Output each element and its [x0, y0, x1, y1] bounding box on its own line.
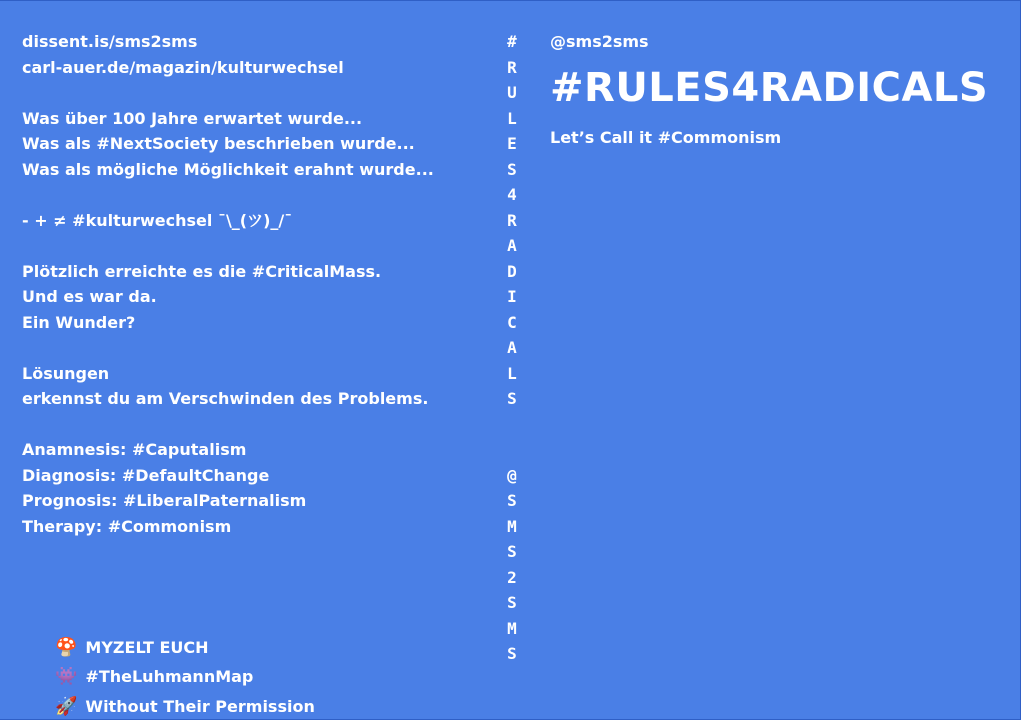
- spine-bottom-letter: S: [507, 542, 517, 561]
- diagnosis-line-anamnesis: Anamnesis: #Caputalism: [22, 440, 247, 459]
- diagnosis-line-prognosis: Prognosis: #LiberalPaternalism: [22, 491, 307, 510]
- spine-top-letter: R: [507, 210, 517, 230]
- spine-top-letter: S: [507, 159, 517, 179]
- solutions-line-1: Lösungen: [22, 363, 110, 383]
- spine-bottom-letter: M: [507, 516, 517, 536]
- critical-line-3: Ein Wunder?: [22, 312, 136, 332]
- diagnosis-line-therapy: Therapy: #Commonism: [22, 516, 232, 536]
- critical-line-1: Plötzlich erreichte es die #CriticalMass.: [22, 261, 382, 281]
- spine-top-letter: I: [507, 287, 517, 306]
- spine-top-letter: E: [507, 134, 517, 153]
- spine-top-letter: U: [507, 83, 517, 102]
- spine-bottom-letter: 2: [507, 567, 517, 587]
- spine-bottom-letter: S: [507, 644, 517, 663]
- link-label: MYZELT EUCH: [85, 637, 209, 657]
- spine-top-letter: D: [507, 261, 517, 281]
- spine-top-letter: C: [507, 312, 517, 332]
- spacer: [22, 233, 492, 259]
- url-dissent[interactable]: dissent.is/sms2sms: [22, 32, 198, 51]
- intro-line-2: Was als #NextSociety beschrieben wurde...: [22, 134, 415, 153]
- spine-bottom-letter: @: [507, 465, 517, 485]
- critical-line-2: Und es war da.: [22, 287, 157, 306]
- link-label: Without Their Permission: [85, 696, 315, 716]
- kulturwechsel-line: - + ≠ #kulturwechsel ¯\_(ツ)_/¯: [22, 210, 293, 230]
- solutions-line-2: erkennst du am Verschwinden des Problems.: [22, 389, 429, 408]
- twitter-handle[interactable]: @sms2sms: [550, 32, 649, 51]
- vertical-rules4radicals: [500, 29, 524, 412]
- intro-line-3: Was als mögliche Möglichkeit erahnt wurde...: [22, 159, 434, 179]
- spacer: [22, 539, 492, 603]
- diagnosis-line-diagnosis: Diagnosis: #DefaultChange: [22, 465, 270, 485]
- spine-bottom-letter: M: [507, 618, 517, 638]
- spine-bottom-letter: S: [507, 491, 517, 510]
- spine-top-letter: S: [507, 389, 517, 408]
- spacer: [500, 412, 524, 463]
- spacer: [22, 80, 492, 106]
- intro-line-1: Was über 100 Jahre erwartet wurde...: [22, 108, 363, 128]
- vertical-sms2sms: [500, 463, 524, 667]
- page-title: #RULES4RADICALS: [550, 65, 989, 111]
- spacer: [22, 335, 492, 361]
- vertical-spine-text: [500, 29, 524, 667]
- right-column: [550, 29, 1010, 150]
- url-carl-auer[interactable]: carl-auer.de/magazin/kulturwechsel: [22, 57, 344, 77]
- spine-top-letter: L: [507, 363, 517, 383]
- spine-top-letter: 4: [507, 185, 517, 204]
- spine-top-letter: #: [507, 32, 517, 51]
- mushroom-icon: 🍄: [55, 636, 78, 658]
- rocket-icon: 🚀: [55, 695, 78, 717]
- left-column: [22, 29, 492, 717]
- alien-monster-icon: 👾: [55, 666, 78, 687]
- link-myzelt[interactable]: [22, 603, 492, 658]
- spine-top-letter: R: [507, 57, 517, 77]
- link-label: #TheLuhmannMap: [85, 667, 254, 686]
- spacer: [22, 182, 492, 208]
- spine-bottom-letter: S: [507, 593, 517, 612]
- spacer: [22, 412, 492, 438]
- spine-top-letter: A: [507, 236, 517, 255]
- spine-top-letter: A: [507, 338, 517, 357]
- spine-top-letter: L: [507, 108, 517, 128]
- subtitle: Let’s Call it #Commonism: [550, 128, 782, 147]
